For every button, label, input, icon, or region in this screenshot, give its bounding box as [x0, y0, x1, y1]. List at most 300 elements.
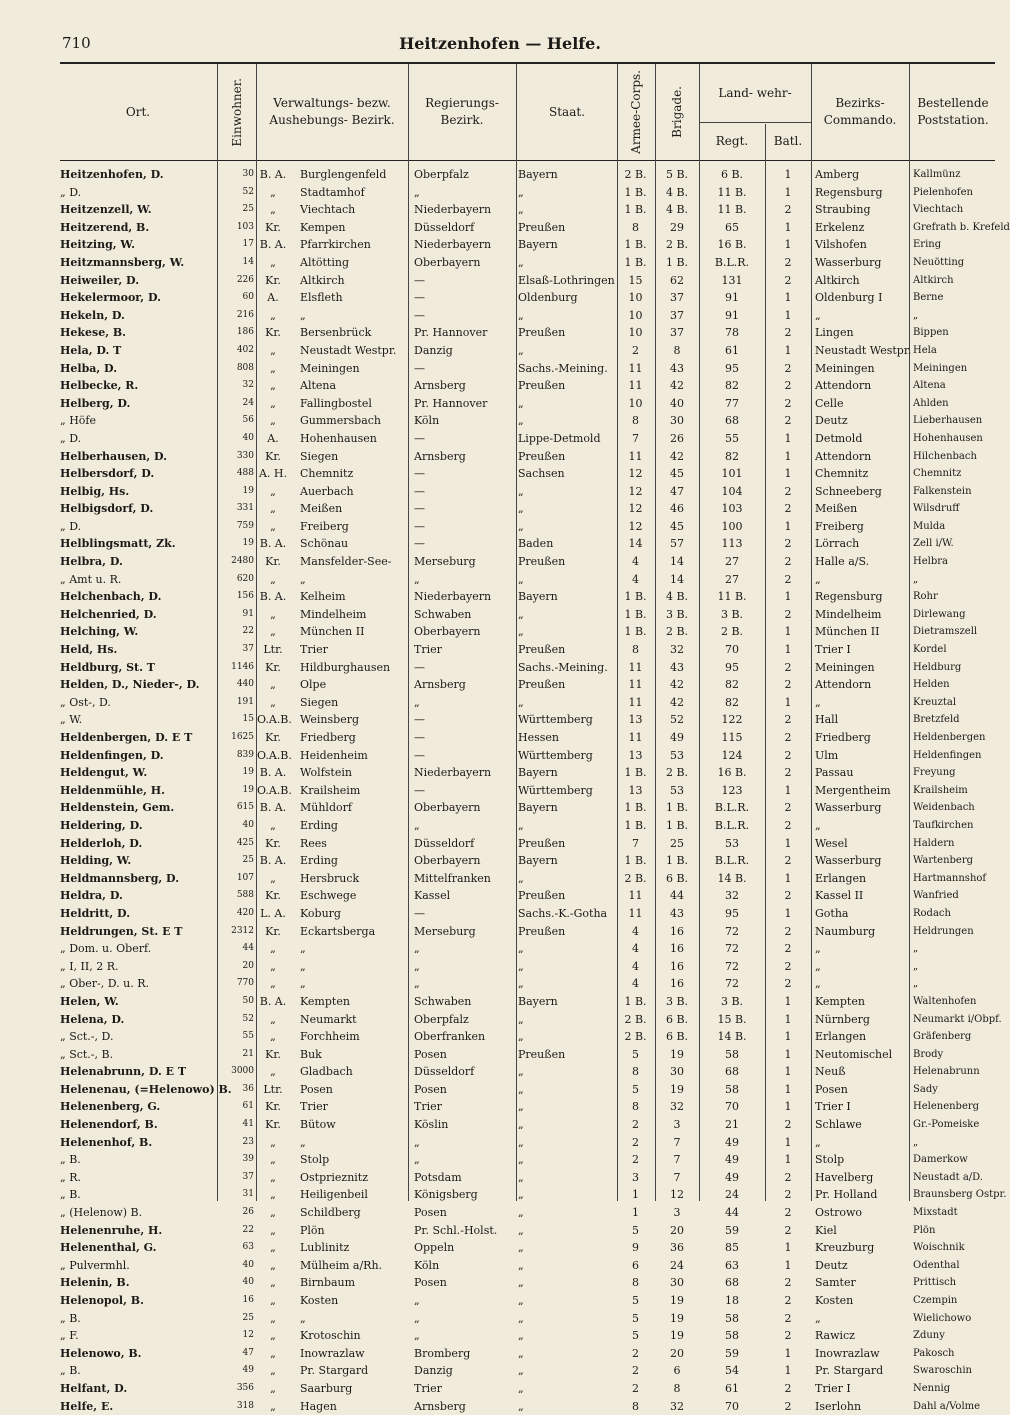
einwohner-cell: 91: [242, 608, 254, 619]
landwehr-batl-cell: 2: [784, 484, 792, 498]
ort-cell: Heldenstein, Gem.: [60, 801, 175, 815]
armee-corps-cell: 2: [632, 1118, 639, 1132]
regierungsbezirk-cell: Posen: [414, 1082, 447, 1096]
brigade-cell: 37: [670, 291, 684, 305]
table-row: [0, 377, 1000, 395]
brigade-cell: 8: [673, 1381, 681, 1395]
ort-cell: Heitzerend, B.: [60, 220, 150, 234]
verwaltung-name-cell: Mansfelder-See-: [300, 555, 392, 569]
header-regierung: Regierungs- Bezirk.: [425, 96, 499, 127]
verwaltung-type-cell: Kr.: [265, 1118, 281, 1132]
bezirks-commando-cell: Amberg: [815, 168, 860, 181]
landwehr-batl-cell: 2: [784, 572, 792, 586]
verwaltung-name-cell: Meiningen: [300, 361, 360, 375]
regierungsbezirk-cell: „: [414, 1329, 420, 1343]
landwehr-regt-cell: 77: [725, 396, 739, 410]
bezirks-commando-cell: Wasserburg: [815, 854, 882, 868]
poststation-cell: Pielenhofen: [913, 186, 973, 198]
bezirks-commando-cell: Mergentheim: [815, 783, 891, 797]
landwehr-regt-cell: 91: [725, 308, 739, 322]
regierungsbezirk-cell: Pr. Schl.-Holst.: [414, 1223, 498, 1237]
staat-cell: „: [518, 1399, 524, 1413]
landwehr-batl-cell: 2: [784, 203, 792, 217]
landwehr-regt-cell: 58: [725, 1329, 739, 1343]
poststation-cell: Brody: [913, 1048, 944, 1060]
regierungsbezirk-cell: „: [414, 1135, 420, 1149]
regierungsbezirk-cell: —: [414, 291, 425, 305]
table-row: [0, 1186, 1007, 1204]
landwehr-batl-cell: 2: [784, 748, 792, 762]
staat-cell: Preußen: [518, 836, 566, 850]
verwaltung-type-cell: „: [270, 695, 276, 709]
landwehr-batl-cell: 1: [784, 1100, 792, 1114]
verwaltung-name-cell: Lublinitz: [300, 1241, 350, 1255]
landwehr-regt-cell: 16 B.: [717, 766, 747, 780]
verwaltung-type-cell: O.A.B.: [257, 748, 292, 762]
regierungsbezirk-cell: —: [414, 906, 425, 920]
staat-cell: „: [518, 625, 524, 639]
einwohner-cell: 12: [242, 1330, 254, 1341]
header-armee-corps: Armee-Corps.: [628, 70, 643, 154]
bezirks-commando-cell: Attendorn: [815, 379, 872, 393]
einwohner-cell: 50: [242, 995, 254, 1006]
staat-cell: Lippe-Detmold: [518, 431, 601, 445]
bezirks-commando-cell: Lingen: [815, 326, 854, 340]
einwohner-cell: 420: [236, 907, 254, 918]
staat-cell: „: [518, 414, 524, 428]
regierungsbezirk-cell: —: [414, 748, 425, 762]
table-row: [0, 184, 1000, 202]
verwaltung-type-cell: B. A.: [259, 801, 287, 815]
verwaltung-type-cell: Kr.: [265, 326, 281, 340]
landwehr-regt-cell: 123: [721, 783, 743, 797]
armee-corps-cell: 1 B.: [624, 607, 647, 621]
bezirks-commando-cell: Kassel II: [815, 889, 864, 903]
landwehr-batl-cell: 2: [784, 678, 792, 692]
einwohner-cell: 107: [236, 872, 254, 883]
poststation-cell: Dahl a/Volme: [913, 1400, 981, 1412]
staat-cell: „: [518, 255, 524, 269]
landwehr-regt-cell: 100: [721, 519, 743, 533]
verwaltung-name-cell: Kempten: [300, 994, 350, 1008]
landwehr-regt-cell: 11 B.: [717, 590, 747, 604]
header-verwaltung: Verwaltungs- bezw. Aushebungs- Bezirk.: [269, 96, 395, 127]
landwehr-batl-cell: 2: [784, 801, 792, 815]
staat-cell: „: [518, 1276, 524, 1290]
verwaltung-name-cell: Erding: [300, 818, 338, 832]
einwohner-cell: 3000: [231, 1066, 254, 1077]
ort-cell: „ Amt u. R.: [60, 572, 122, 586]
regierungsbezirk-cell: Kassel: [414, 889, 451, 903]
landwehr-batl-cell: 1: [784, 238, 792, 252]
staat-cell: „: [518, 396, 524, 410]
verwaltung-name-cell: „: [300, 308, 306, 322]
verwaltung-type-cell: „: [270, 1223, 276, 1237]
regierungsbezirk-cell: —: [414, 519, 425, 533]
landwehr-batl-cell: 2: [784, 660, 792, 674]
verwaltung-name-cell: Trier: [300, 1100, 328, 1114]
table-row: [0, 923, 1000, 941]
landwehr-batl-cell: 1: [784, 871, 792, 885]
staat-cell: „: [518, 519, 524, 533]
bezirks-commando-cell: Ulm: [815, 748, 839, 762]
staat-cell: „: [518, 1381, 524, 1395]
verwaltung-type-cell: B. A.: [259, 994, 287, 1008]
bezirks-commando-cell: Freiberg: [815, 519, 864, 533]
verwaltung-type-cell: „: [270, 1188, 276, 1202]
einwohner-cell: 103: [236, 221, 254, 232]
verwaltung-type-cell: „: [270, 1030, 276, 1044]
table-row: [0, 1398, 1000, 1415]
armee-corps-cell: 4: [632, 942, 639, 956]
regierungsbezirk-cell: —: [414, 783, 425, 797]
regierungsbezirk-cell: Trier: [414, 1381, 442, 1395]
regierungsbezirk-cell: „: [414, 1311, 420, 1325]
poststation-cell: Neuötting: [913, 256, 965, 268]
poststation-cell: Hela: [913, 344, 937, 356]
table-row: [0, 623, 1000, 641]
armee-corps-cell: 11: [628, 678, 643, 692]
landwehr-batl-cell: 1: [784, 220, 792, 234]
table-row: [0, 500, 1000, 518]
landwehr-regt-cell: 58: [725, 1311, 739, 1325]
einwohner-cell: 30: [242, 169, 254, 179]
verwaltung-type-cell: „: [270, 379, 276, 393]
landwehr-regt-cell: 58: [725, 1082, 739, 1096]
landwehr-regt-cell: 70: [725, 1399, 739, 1413]
regierungsbezirk-cell: Merseburg: [414, 555, 476, 569]
einwohner-cell: 39: [242, 1154, 254, 1165]
verwaltung-type-cell: „: [270, 959, 276, 973]
regierungsbezirk-cell: Trier: [414, 1100, 442, 1114]
regierungsbezirk-cell: Arnsberg: [414, 449, 466, 463]
brigade-cell: 19: [670, 1294, 684, 1307]
brigade-cell: 19: [670, 1082, 684, 1096]
staat-cell: „: [518, 484, 524, 498]
armee-corps-cell: 3: [632, 1170, 639, 1184]
staat-cell: Preußen: [518, 643, 566, 657]
armee-corps-cell: 11: [628, 361, 643, 375]
einwohner-cell: 19: [242, 767, 254, 778]
brigade-cell: 12: [670, 1188, 684, 1202]
poststation-cell: Helenabrunn: [913, 1066, 980, 1078]
staat-cell: „: [518, 1223, 524, 1237]
brigade-cell: 16: [670, 942, 684, 956]
table-row: [0, 307, 1000, 325]
table-row: [0, 1046, 1000, 1064]
regierungsbezirk-cell: Düsseldorf: [414, 836, 475, 850]
staat-cell: „: [518, 1012, 524, 1026]
landwehr-batl-cell: 2: [784, 414, 792, 428]
bezirks-commando-cell: Schlawe: [815, 1118, 862, 1132]
regierungsbezirk-cell: Arnsberg: [414, 1399, 466, 1413]
landwehr-batl-cell: 2: [784, 326, 792, 340]
ort-cell: „ R.: [60, 1170, 81, 1184]
staat-cell: „: [518, 977, 524, 991]
verwaltung-name-cell: Altena: [300, 379, 337, 393]
landwehr-regt-cell: 122: [721, 713, 743, 727]
ort-cell: „ D.: [60, 431, 82, 445]
einwohner-cell: 49: [242, 1365, 254, 1376]
bezirks-commando-cell: Meiningen: [815, 660, 875, 674]
verwaltung-type-cell: „: [270, 484, 276, 498]
einwohner-cell: 588: [236, 890, 254, 901]
staat-cell: „: [518, 695, 524, 709]
verwaltung-name-cell: Stolp: [300, 1153, 330, 1167]
poststation-cell: Czempin: [913, 1295, 958, 1306]
landwehr-batl-cell: 1: [784, 695, 792, 709]
ort-cell: Heldrungen, St. E T: [60, 924, 183, 938]
ort-cell: Helchenried, D.: [60, 607, 157, 621]
table-row: [0, 817, 1000, 835]
poststation-cell: Pakosch: [913, 1347, 955, 1359]
staat-cell: „: [518, 1329, 524, 1343]
verwaltung-type-cell: „: [270, 396, 276, 410]
verwaltung-name-cell: Siegen: [300, 449, 339, 463]
bezirks-commando-cell: Neustadt Westpr.: [815, 343, 912, 357]
landwehr-regt-cell: 103: [721, 502, 743, 516]
bezirks-commando-cell: München II: [815, 625, 880, 639]
brigade-cell: 49: [670, 731, 684, 744]
staat-cell: „: [518, 1188, 524, 1202]
armee-corps-cell: 11: [628, 889, 643, 903]
verwaltung-type-cell: „: [270, 678, 276, 692]
einwohner-cell: 25: [242, 855, 254, 866]
poststation-cell: „: [913, 943, 919, 955]
einwohner-cell: 330: [236, 450, 254, 461]
verwaltung-type-cell: B. A.: [259, 238, 287, 252]
brigade-cell: 26: [670, 431, 684, 445]
einwohner-cell: 2480: [231, 556, 254, 567]
staat-cell: „: [518, 1258, 524, 1272]
verwaltung-name-cell: Gladbach: [300, 1065, 353, 1079]
poststation-cell: Altkirch: [913, 274, 954, 286]
landwehr-batl-cell: 2: [784, 1381, 792, 1395]
armee-corps-cell: 8: [632, 1100, 639, 1114]
verwaltung-name-cell: Stadtamhof: [300, 185, 365, 199]
verwaltung-name-cell: Meißen: [300, 502, 343, 516]
landwehr-batl-cell: 1: [784, 1065, 792, 1079]
ort-cell: Helden, D., Nieder-, D.: [60, 678, 200, 692]
verwaltung-name-cell: Wolfstein: [300, 766, 352, 780]
einwohner-cell: 1625: [231, 732, 254, 742]
bezirks-commando-cell: Inowrazlaw: [815, 1346, 880, 1360]
einwohner-cell: 770: [236, 978, 254, 989]
landwehr-regt-cell: 59: [725, 1346, 739, 1360]
poststation-cell: Prittisch: [913, 1277, 957, 1289]
regierungsbezirk-cell: Düsseldorf: [414, 220, 475, 234]
verwaltung-name-cell: Hersbruck: [300, 871, 360, 885]
landwehr-regt-cell: 49: [725, 1170, 739, 1184]
verwaltung-type-cell: O.A.B.: [257, 713, 292, 727]
einwohner-cell: 488: [236, 468, 254, 479]
verwaltung-name-cell: Krailsheim: [300, 783, 361, 797]
armee-corps-cell: 2 B.: [624, 168, 647, 181]
einwohner-cell: 14: [242, 256, 254, 267]
armee-corps-cell: 10: [628, 308, 643, 322]
landwehr-regt-cell: 11 B.: [717, 185, 747, 199]
verwaltung-name-cell: „: [300, 1311, 306, 1325]
brigade-cell: 3 B.: [665, 994, 689, 1008]
verwaltung-name-cell: Friedberg: [300, 731, 356, 744]
staat-cell: Württemberg: [518, 783, 593, 797]
verwaltung-name-cell: Inowrazlaw: [300, 1346, 365, 1360]
einwohner-cell: 19: [242, 538, 254, 549]
bezirks-commando-cell: Kosten: [815, 1294, 854, 1307]
ort-cell: Helderloh, D.: [60, 836, 143, 850]
poststation-cell: Rohr: [913, 591, 938, 603]
regierungsbezirk-cell: „: [414, 185, 420, 199]
staat-cell: „: [518, 1206, 524, 1220]
header-bottom-rule: [60, 160, 995, 161]
verwaltung-type-cell: „: [270, 1065, 276, 1079]
armee-corps-cell: 4: [632, 572, 639, 586]
ort-cell: Helblingsmatt, Zk.: [60, 537, 176, 551]
regierungsbezirk-cell: —: [414, 431, 425, 445]
brigade-cell: 20: [670, 1346, 684, 1360]
einwohner-cell: 759: [236, 520, 254, 531]
regierungsbezirk-cell: —: [414, 467, 425, 481]
poststation-cell: Kallmünz: [913, 169, 961, 180]
staat-cell: „: [518, 942, 524, 956]
ort-cell: „ D.: [60, 185, 82, 199]
regierungsbezirk-cell: Merseburg: [414, 924, 476, 938]
armee-corps-cell: 1 B.: [624, 590, 647, 604]
regierungsbezirk-cell: Arnsberg: [414, 678, 466, 692]
poststation-cell: Falkenstein: [913, 485, 972, 497]
poststation-cell: „: [913, 573, 919, 585]
ort-cell: Heldenfingen, D.: [60, 748, 164, 762]
bezirks-commando-cell: „: [815, 977, 821, 991]
verwaltung-name-cell: Viechtach: [300, 203, 356, 217]
ort-cell: Helenenberg, G.: [60, 1100, 161, 1114]
verwaltung-type-cell: „: [270, 1206, 276, 1220]
einwohner-cell: 61: [242, 1101, 254, 1112]
table-row: [0, 887, 1000, 905]
landwehr-regt-cell: 104: [721, 484, 743, 498]
bezirks-commando-cell: „: [815, 818, 821, 832]
armee-corps-cell: 8: [632, 643, 639, 657]
brigade-cell: 30: [670, 414, 684, 428]
armee-corps-cell: 11: [628, 906, 643, 920]
brigade-cell: 6 B.: [665, 1030, 689, 1044]
verwaltung-type-cell: Kr.: [265, 1047, 281, 1061]
staat-cell: „: [518, 1364, 524, 1378]
verwaltung-name-cell: Forchheim: [300, 1030, 360, 1044]
poststation-cell: Krailsheim: [913, 784, 968, 796]
table-row: [0, 1362, 1000, 1380]
ort-cell: Heitzenzell, W.: [60, 203, 152, 217]
regierungsbezirk-cell: Arnsberg: [414, 379, 466, 393]
landwehr-regt-cell: 131: [721, 273, 743, 287]
brigade-cell: 43: [670, 906, 684, 920]
brigade-cell: 8: [673, 343, 681, 357]
brigade-cell: 1 B.: [665, 854, 689, 868]
einwohner-cell: 19: [242, 784, 254, 795]
bezirks-commando-cell: Gotha: [815, 906, 849, 920]
armee-corps-cell: 7: [632, 836, 639, 850]
brigade-cell: 16: [670, 977, 684, 991]
landwehr-batl-cell: 2: [784, 854, 792, 868]
regierungsbezirk-cell: —: [414, 484, 425, 498]
ort-cell: Helching, W.: [60, 625, 139, 639]
regierungsbezirk-cell: Oberbayern: [414, 854, 481, 868]
landwehr-regt-cell: 68: [725, 414, 739, 428]
header-brigade: Brigade.: [669, 86, 684, 138]
landwehr-regt-cell: 58: [725, 1047, 739, 1061]
poststation-cell: Hohenhausen: [913, 432, 983, 444]
landwehr-batl-cell: 2: [784, 1276, 792, 1290]
header-poststation: Bestellende Poststation.: [917, 96, 989, 127]
landwehr-batl-cell: 1: [784, 1364, 792, 1378]
staat-cell: „: [518, 1346, 524, 1360]
armee-corps-cell: 12: [628, 467, 643, 481]
poststation-cell: Damerkow: [913, 1154, 968, 1166]
table-row: [0, 940, 1000, 958]
armee-corps-cell: 2: [632, 1381, 639, 1395]
regierungsbezirk-cell: „: [414, 1294, 420, 1307]
bezirks-commando-cell: Kempten: [815, 994, 865, 1008]
bezirks-commando-cell: Oldenburg I: [815, 291, 883, 305]
regierungsbezirk-cell: Danzig: [414, 1364, 453, 1378]
landwehr-regt-cell: 49: [725, 1135, 739, 1149]
bezirks-commando-cell: Attendorn: [815, 449, 872, 463]
poststation-cell: Kordel: [913, 644, 947, 656]
landwehr-batl-cell: 2: [784, 255, 792, 269]
table-row: [0, 905, 1000, 923]
bezirks-commando-cell: Trier I: [815, 1100, 851, 1114]
armee-corps-cell: 10: [628, 326, 643, 340]
poststation-cell: Dirlewang: [913, 608, 966, 620]
bezirks-commando-cell: Detmold: [815, 431, 863, 445]
brigade-cell: 47: [670, 484, 684, 498]
verwaltung-name-cell: Posen: [300, 1082, 333, 1096]
armee-corps-cell: 5: [632, 1082, 639, 1096]
landwehr-batl-cell: 2: [784, 273, 792, 287]
verwaltung-name-cell: Burglengenfeld: [300, 168, 387, 181]
landwehr-batl-cell: 1: [784, 836, 792, 850]
poststation-cell: Helbra: [913, 556, 948, 568]
bezirks-commando-cell: Halle a/S.: [815, 555, 870, 569]
verwaltung-type-cell: „: [270, 607, 276, 621]
verwaltung-name-cell: Neustadt Westpr.: [300, 343, 397, 357]
landwehr-regt-cell: 72: [725, 924, 739, 938]
armee-corps-cell: 4: [632, 959, 639, 973]
bezirks-commando-cell: Ostrowo: [815, 1206, 863, 1220]
verwaltung-name-cell: Mühldorf: [300, 801, 352, 815]
landwehr-regt-cell: 2 B.: [720, 625, 744, 639]
regierungsbezirk-cell: —: [414, 731, 425, 744]
staat-cell: „: [518, 203, 524, 217]
armee-corps-cell: 10: [628, 291, 643, 305]
ort-cell: „ Ost-, D.: [60, 695, 111, 709]
verwaltung-type-cell: „: [270, 942, 276, 956]
table-row: [0, 835, 1000, 853]
ort-cell: „ Höfe: [60, 414, 96, 428]
einwohner-cell: 47: [242, 1347, 254, 1358]
landwehr-regt-cell: 72: [725, 977, 739, 991]
landwehr-regt-cell: 68: [725, 1276, 739, 1290]
staat-cell: Baden: [518, 537, 554, 551]
landwehr-batl-cell: 2: [784, 942, 792, 956]
landwehr-regt-cell: 72: [725, 959, 739, 973]
armee-corps-cell: 1 B.: [624, 238, 647, 252]
landwehr-split-rule: [700, 122, 811, 123]
einwohner-cell: 55: [242, 1031, 254, 1042]
einwohner-cell: 21: [242, 1048, 254, 1059]
staat-cell: „: [518, 959, 524, 973]
landwehr-regt-cell: 32: [725, 889, 739, 903]
